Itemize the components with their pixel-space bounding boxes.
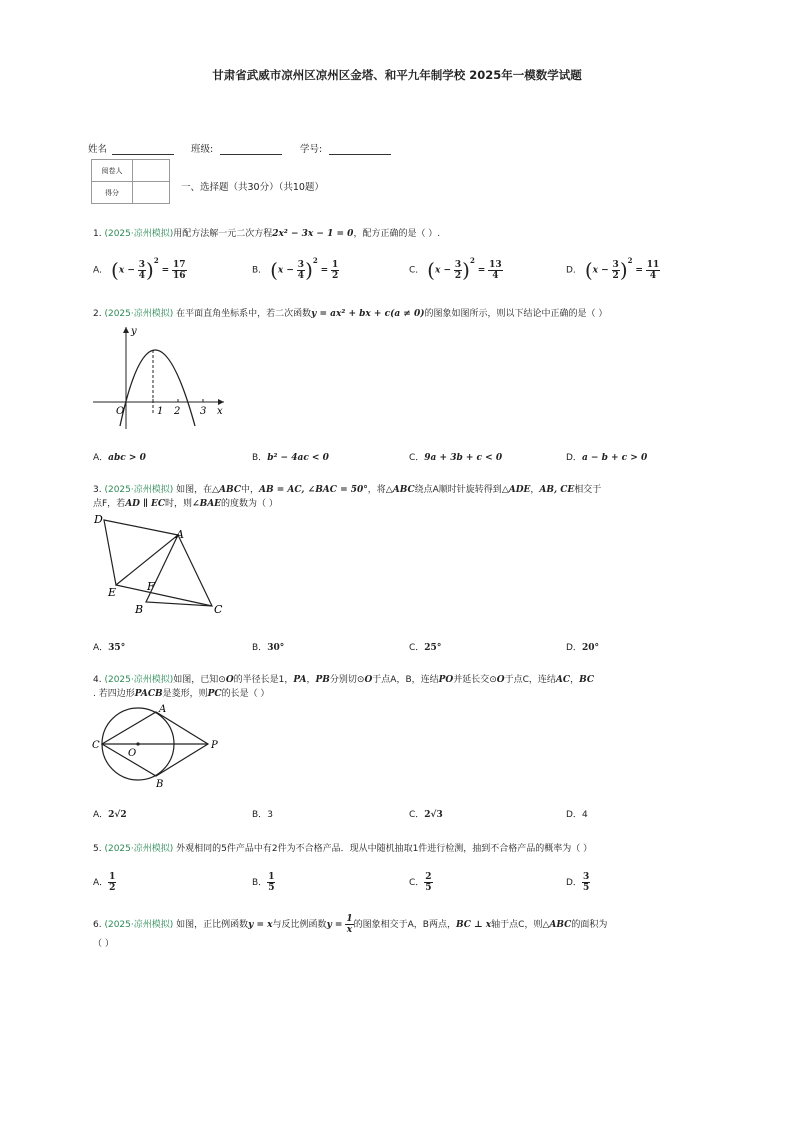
score-cell[interactable] <box>133 182 170 204</box>
fraction: $\frac{3}{4}$ <box>297 259 305 281</box>
question-6: 6. (2025·凉州模拟) 如图，正比例函数y = x与反比例函数y = $\frac{1}{x}$ 的图象相交于A，B两点，BC ⊥ x轴于点C，则△ABC的面积为 （ ） <box>93 914 608 949</box>
question-number: 1. <box>93 229 102 239</box>
math-expr: 3 <box>267 810 273 820</box>
option-label: C． <box>409 810 425 820</box>
q1-option-d[interactable]: D． (x − $\frac{3}{2}$ )$^2$ = $\frac{11}{4}$ <box>566 256 660 282</box>
math-expr: 2√2 <box>108 810 127 820</box>
math-expr: x − <box>277 265 294 276</box>
name-field[interactable] <box>88 141 174 155</box>
fraction: $\frac{13}{4}$ <box>489 259 502 281</box>
name-label: 姓名 <box>88 144 108 155</box>
question-source[interactable]: (2025·凉州模拟) <box>104 229 174 239</box>
q5-option-c[interactable] <box>409 872 433 893</box>
id-blank[interactable] <box>329 144 391 155</box>
q3-option-b[interactable] <box>252 640 284 653</box>
point-label-a: A <box>159 704 167 715</box>
section-heading: 一、选择题（共30分）（共10题） <box>181 182 324 193</box>
fraction: $\frac{11}{4}$ <box>646 259 660 281</box>
tick-label-1: 1 <box>157 406 164 417</box>
q1-option-c[interactable]: C． (x − $\frac{3}{2}$ )$^2$ = $\frac{13}{4}$ <box>409 256 502 282</box>
q1-option-a[interactable]: A． (x − $\frac{3}{4}$ )$^2$ = $\frac{17}{16}$ <box>93 256 186 282</box>
q5-option-a[interactable] <box>93 872 116 893</box>
option-label: A． <box>93 643 109 653</box>
origin-label: O <box>116 406 125 417</box>
fraction: $\frac{17}{16}$ <box>173 259 186 281</box>
math-expr: 25° <box>424 643 442 653</box>
q4-option-b[interactable] <box>252 807 273 820</box>
option-label: C． <box>409 453 425 463</box>
math-expr: 9a + 3b + c < 0 <box>424 453 503 463</box>
option-label: D． <box>566 265 582 276</box>
tick-label-2: 2 <box>174 406 181 417</box>
question-source[interactable]: (2025·凉州模拟) <box>104 844 174 854</box>
math-expr: 4 <box>581 810 588 820</box>
reviewer-cell[interactable] <box>133 160 170 182</box>
option-label: B． <box>252 643 268 653</box>
question-number: 3. <box>93 485 102 495</box>
question-text: ，配方正确的是（ ）. <box>353 229 441 239</box>
id-label: 学号: <box>300 144 323 155</box>
point-label-e: E <box>108 586 117 599</box>
math-expr: 30° <box>267 643 285 653</box>
question-text: 的图象如图所示，则以下结论中正确的是（ ） <box>424 309 608 319</box>
q5-option-d[interactable] <box>566 872 590 893</box>
option-label: B． <box>252 810 268 820</box>
fraction: $\frac{1}{2}$ <box>109 872 116 893</box>
question-text: 用配方法解一元二次方程 <box>173 229 273 239</box>
math-expr: a − b + c > 0 <box>581 453 648 463</box>
option-label: D． <box>566 878 582 888</box>
reviewer-label: 阅卷人 <box>92 160 133 182</box>
tick-label-3: 3 <box>200 406 207 417</box>
option-label: D． <box>566 643 582 653</box>
point-label-d: D <box>94 513 103 526</box>
fraction: $\frac{3}{2}$ <box>454 259 462 281</box>
math-expr: 20° <box>581 643 599 653</box>
option-label: D． <box>566 810 582 820</box>
question-3: 3. (2025·凉州模拟) 如图，在△ABC中，AB = AC, ∠BAC = 50°，将△ABC绕点A顺时针旋转得到△ADE，AB, CE相交于 点F，若AD ∥ EC时，则∠BAE的度数为（ ） <box>93 485 602 509</box>
page-title: 甘肃省武威市凉州区凉州区金塔、和平九年制学校 2025年一模数学试题 <box>212 68 582 82</box>
fraction: $\frac{1}{2}$ <box>332 259 339 281</box>
math-expr: x − <box>592 265 609 276</box>
math-expr: 2√3 <box>424 810 443 820</box>
option-label: C． <box>409 878 425 888</box>
fraction: $\frac{2}{5}$ <box>425 872 432 893</box>
triangle-figure <box>90 510 230 620</box>
q3-option-a[interactable] <box>93 640 125 653</box>
q4-option-d[interactable] <box>566 807 588 820</box>
name-blank[interactable] <box>112 144 174 155</box>
option-label: A． <box>93 810 109 820</box>
q2-option-b[interactable] <box>252 450 329 463</box>
circle-tangent-figure <box>90 700 230 792</box>
math-expr: y = ax² + bx + c(a ≠ 0) <box>311 309 425 319</box>
question-1 <box>93 227 440 241</box>
math-expr: x − <box>118 265 135 276</box>
class-blank[interactable] <box>220 144 282 155</box>
q1-option-b[interactable]: B． (x − $\frac{3}{4}$ )$^2$ = $\frac{1}{2}$ <box>252 256 339 282</box>
point-label-c: C <box>214 603 223 616</box>
q2-option-c[interactable] <box>409 450 502 463</box>
question-source[interactable]: (2025·凉州模拟) <box>104 675 174 685</box>
question-text: 外观相同的5件产品中有2件为不合格产品．现从中随机抽取1件进行检测，抽到不合格产品的概率为（ ） <box>173 844 593 854</box>
option-label: D． <box>566 453 582 463</box>
question-4: 4. (2025·凉州模拟)如图，已知⊙O的半径长是1，PA，PB分别切⊙O于点A，B，连结PO并延长交⊙O于点C，连结AC，BC . 若四边形PACB是菱形，则PC的长是（ ） <box>93 675 595 699</box>
point-label-a: A <box>176 528 184 541</box>
fraction: $\frac{3}{4}$ <box>138 259 146 281</box>
q4-option-a[interactable] <box>93 807 127 820</box>
option-label: C． <box>409 265 425 276</box>
q3-option-d[interactable] <box>566 640 599 653</box>
q3-option-c[interactable] <box>409 640 441 653</box>
y-axis-label: y <box>131 326 137 337</box>
math-expr: 35° <box>108 643 126 653</box>
question-source[interactable]: (2025·凉州模拟) <box>104 485 174 495</box>
point-label-c: C <box>92 740 100 751</box>
question-source[interactable]: (2025·凉州模拟) <box>104 309 174 319</box>
score-table <box>91 159 170 204</box>
parabola-figure <box>90 322 230 432</box>
fraction: $\frac{3}{2}$ <box>612 259 619 281</box>
option-label: A． <box>93 453 109 463</box>
point-label-b: B <box>135 603 144 616</box>
point-label-p: P <box>211 740 218 751</box>
question-5 <box>93 842 592 856</box>
q5-option-b[interactable] <box>252 872 275 893</box>
question-2 <box>93 307 607 321</box>
question-number: 4. <box>93 675 102 685</box>
q2-option-a[interactable] <box>93 450 146 463</box>
point-label-o: O <box>128 748 137 759</box>
fraction: $\frac{1}{5}$ <box>268 872 275 893</box>
math-expr: abc > 0 <box>108 453 146 463</box>
question-source[interactable]: (2025·凉州模拟) <box>104 920 174 930</box>
question-number: 6. <box>93 920 102 930</box>
fraction: $\frac{3}{5}$ <box>582 872 590 893</box>
score-label: 得分 <box>92 182 133 204</box>
math-expr: x − <box>434 265 452 276</box>
point-label-b: B <box>156 779 164 790</box>
question-number: 5. <box>93 844 102 854</box>
math-expr: 2x² − 3x − 1 = 0 <box>272 229 354 239</box>
option-label: C． <box>409 643 425 653</box>
math-expr: b² − 4ac < 0 <box>267 453 329 463</box>
class-label: 班级: <box>191 144 214 155</box>
question-number: 2. <box>93 309 102 319</box>
option-label: A． <box>93 265 109 276</box>
option-label: B． <box>252 453 268 463</box>
option-label: B． <box>252 265 268 276</box>
fraction: $\frac{1}{x}$ <box>346 914 353 935</box>
class-field[interactable] <box>191 141 282 155</box>
question-text: 在平面直角坐标系中，若二次函数 <box>173 309 312 319</box>
q2-option-d[interactable] <box>566 450 647 463</box>
option-label: B． <box>252 878 268 888</box>
q4-option-c[interactable] <box>409 807 443 820</box>
x-axis-label: x <box>217 406 223 417</box>
id-field[interactable] <box>300 141 391 155</box>
point-label-f: F <box>147 580 155 593</box>
option-label: A． <box>93 878 109 888</box>
